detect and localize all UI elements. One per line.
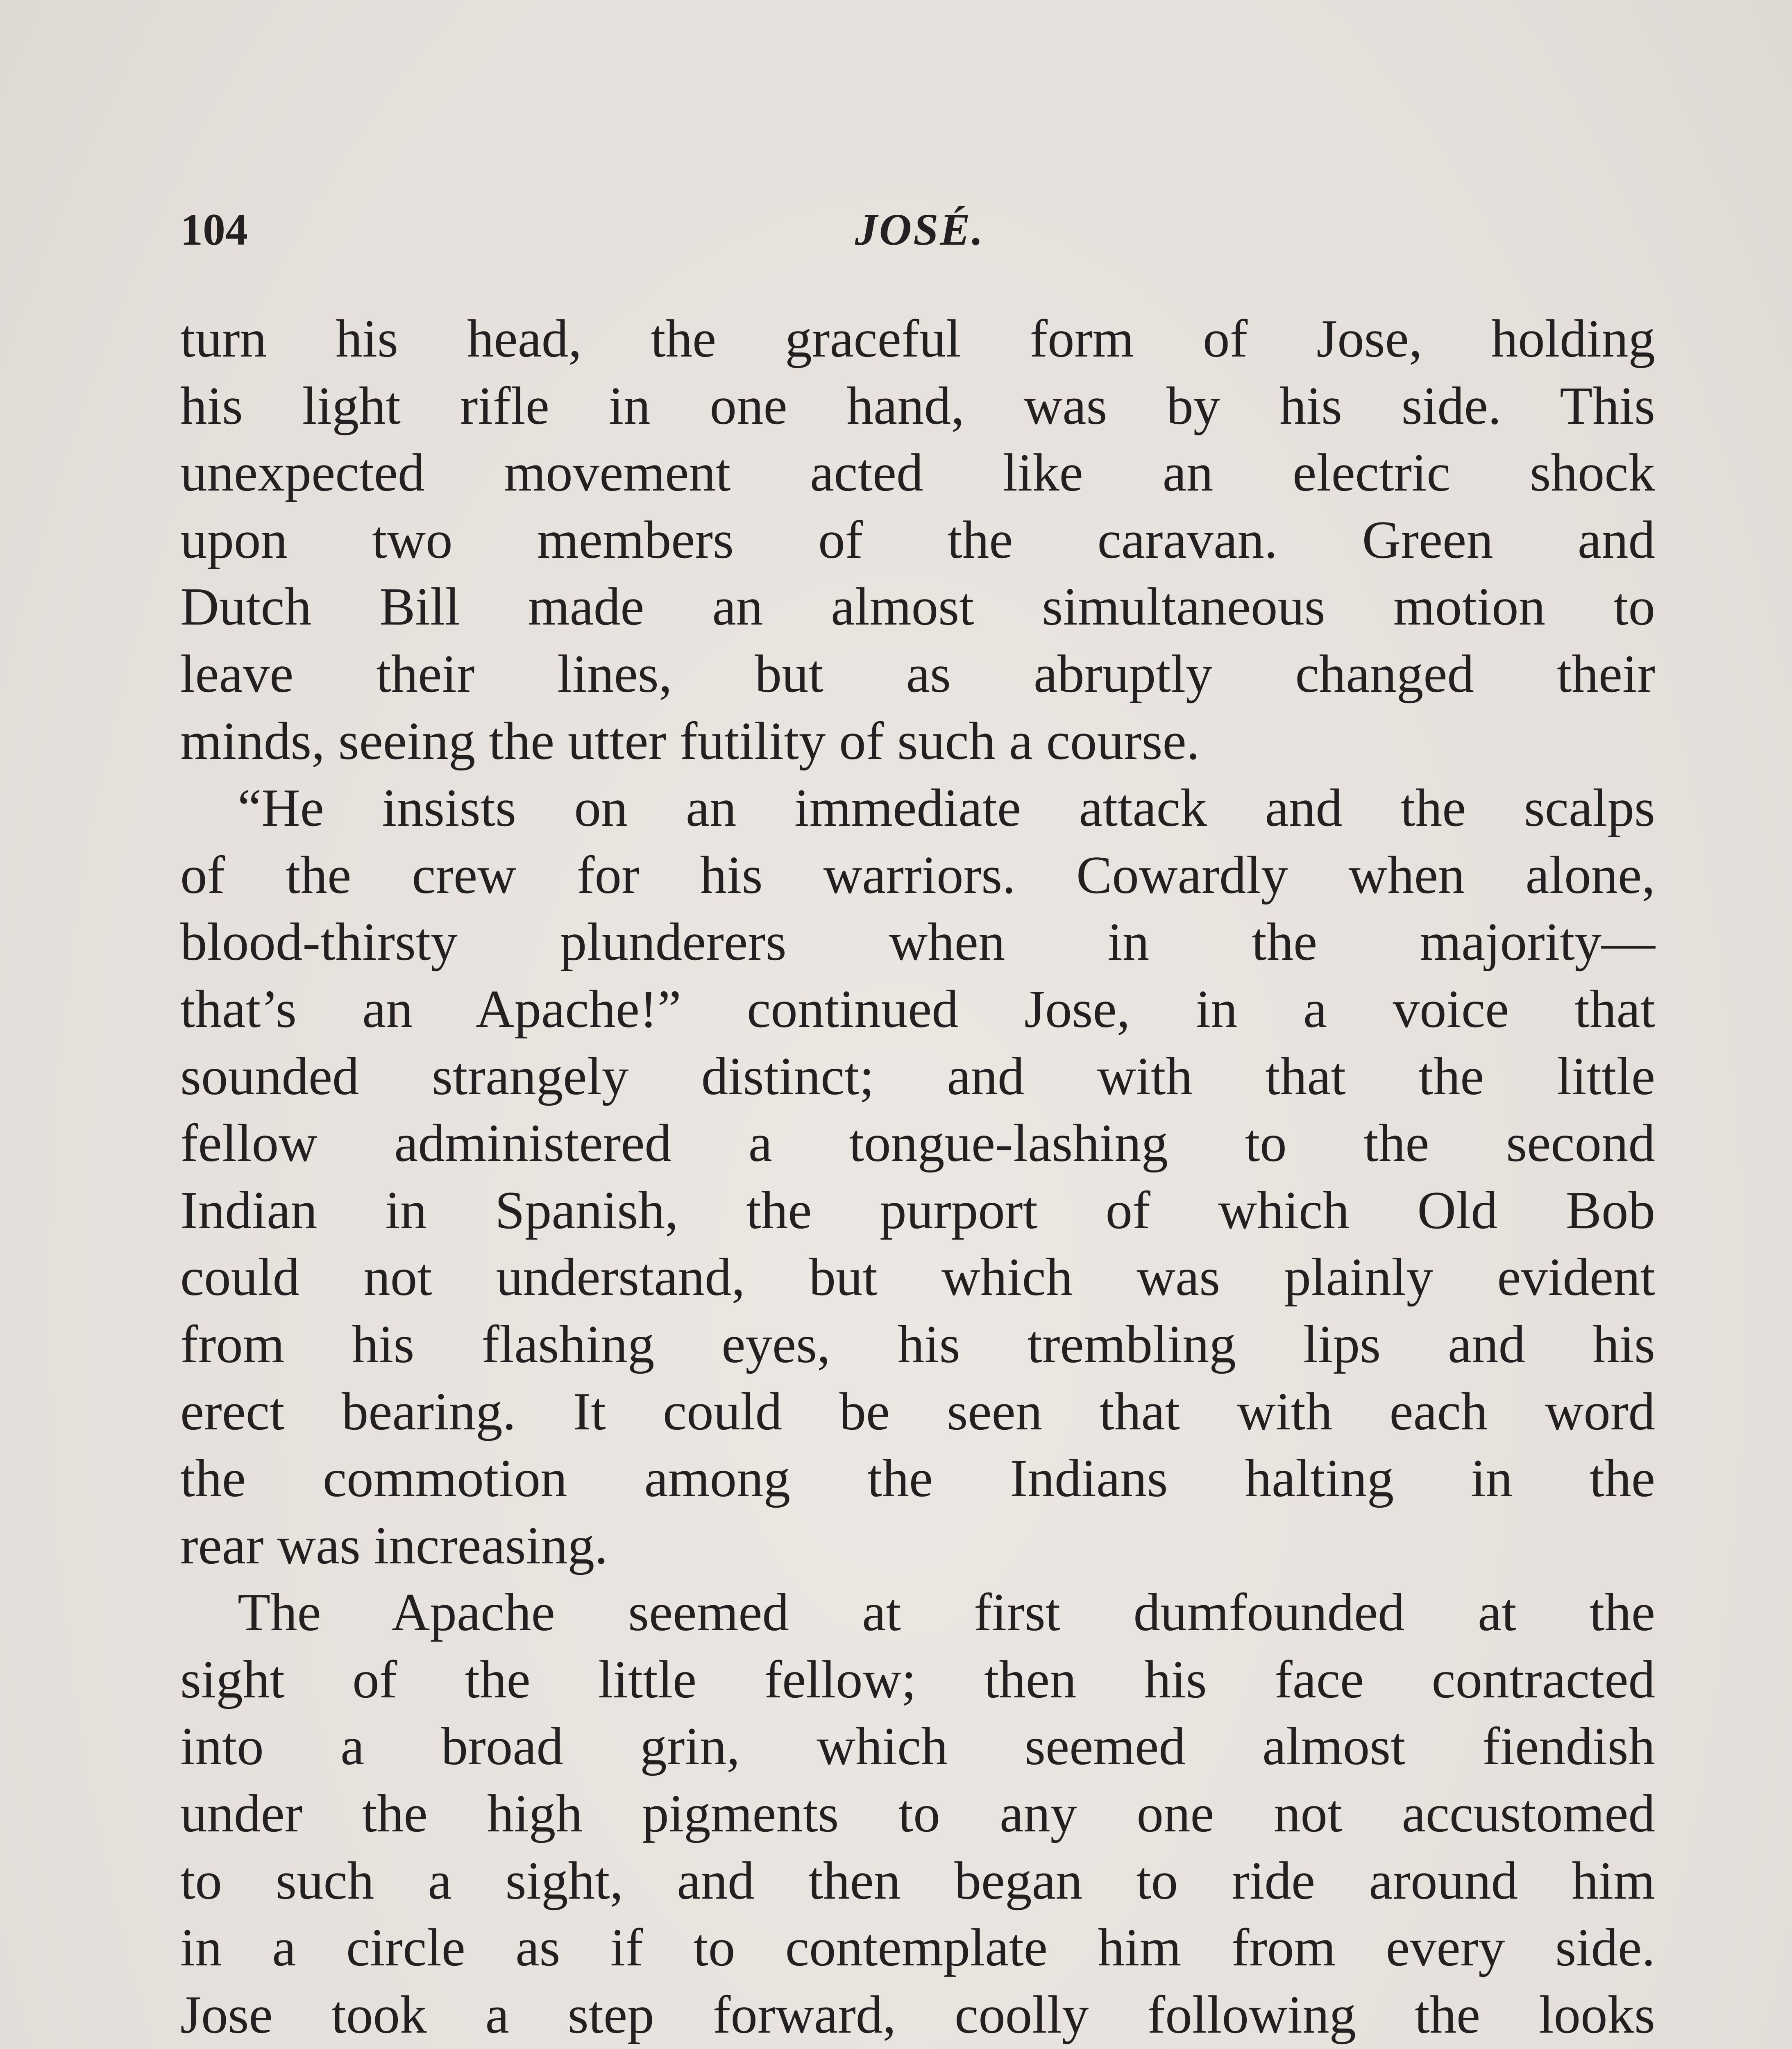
text-line: from his flashing eyes, his trembling lips and his: [180, 1314, 1655, 1374]
text-line: Dutch Bill made an almost simultaneous motion to: [180, 577, 1655, 637]
text-line: The Apache seemed at first dumfounded at the: [238, 1583, 1655, 1642]
text-line: leave their lines, but as abruptly changed their: [180, 644, 1655, 704]
text-line: blood-thirsty plunderers when in the majority—: [180, 912, 1655, 972]
text-line: to such a sight, and then began to ride around him: [180, 1851, 1655, 1910]
text-line: sounded strangely distinct; and with that the little: [180, 1046, 1655, 1106]
text-line: Indian in Spanish, the purport of which Old Bob: [180, 1180, 1655, 1240]
text-line: under the high pigments to any one not accustomed: [180, 1784, 1655, 1844]
text-line: minds, seeing the utter futility of such a course.: [180, 711, 1200, 771]
text-line: the commotion among the Indians halting in the: [180, 1449, 1655, 1508]
text-line: “He insists on an immediate attack and the scalps: [238, 778, 1655, 838]
page-header: [180, 197, 1659, 262]
text-line: rear was increasing.: [180, 1515, 608, 1575]
text-line: his light rifle in one hand, was by his side. This: [180, 376, 1655, 436]
text-line: of the crew for his warriors. Cowardly when alone,: [180, 845, 1655, 905]
text-line: upon two members of the caravan. Green and: [180, 510, 1655, 570]
text-line: into a broad grin, which seemed almost fiendish: [180, 1717, 1655, 1776]
text-line: fellow administered a tongue-lashing to the second: [180, 1113, 1655, 1173]
text-line: Jose took a step forward, coolly following the looks: [180, 1985, 1655, 2044]
text-line: turn his head, the graceful form of Jose, holding: [180, 309, 1655, 368]
body-text: [180, 305, 1655, 2049]
text-line: in a circle as if to contemplate him from every side.: [180, 1918, 1655, 1978]
text-line: unexpected movement acted like an electric shock: [180, 443, 1655, 503]
text-line: erect bearing. It could be seen that with each word: [180, 1381, 1655, 1441]
page-number: 104: [180, 204, 248, 254]
running-title: JOSÉ.: [855, 204, 985, 254]
text-line: that’s an Apache!” continued Jose, in a voice that: [180, 979, 1655, 1039]
text-line: could not understand, but which was plainly evident: [180, 1247, 1655, 1307]
text-line: sight of the little fellow; then his face contracted: [180, 1649, 1655, 1709]
